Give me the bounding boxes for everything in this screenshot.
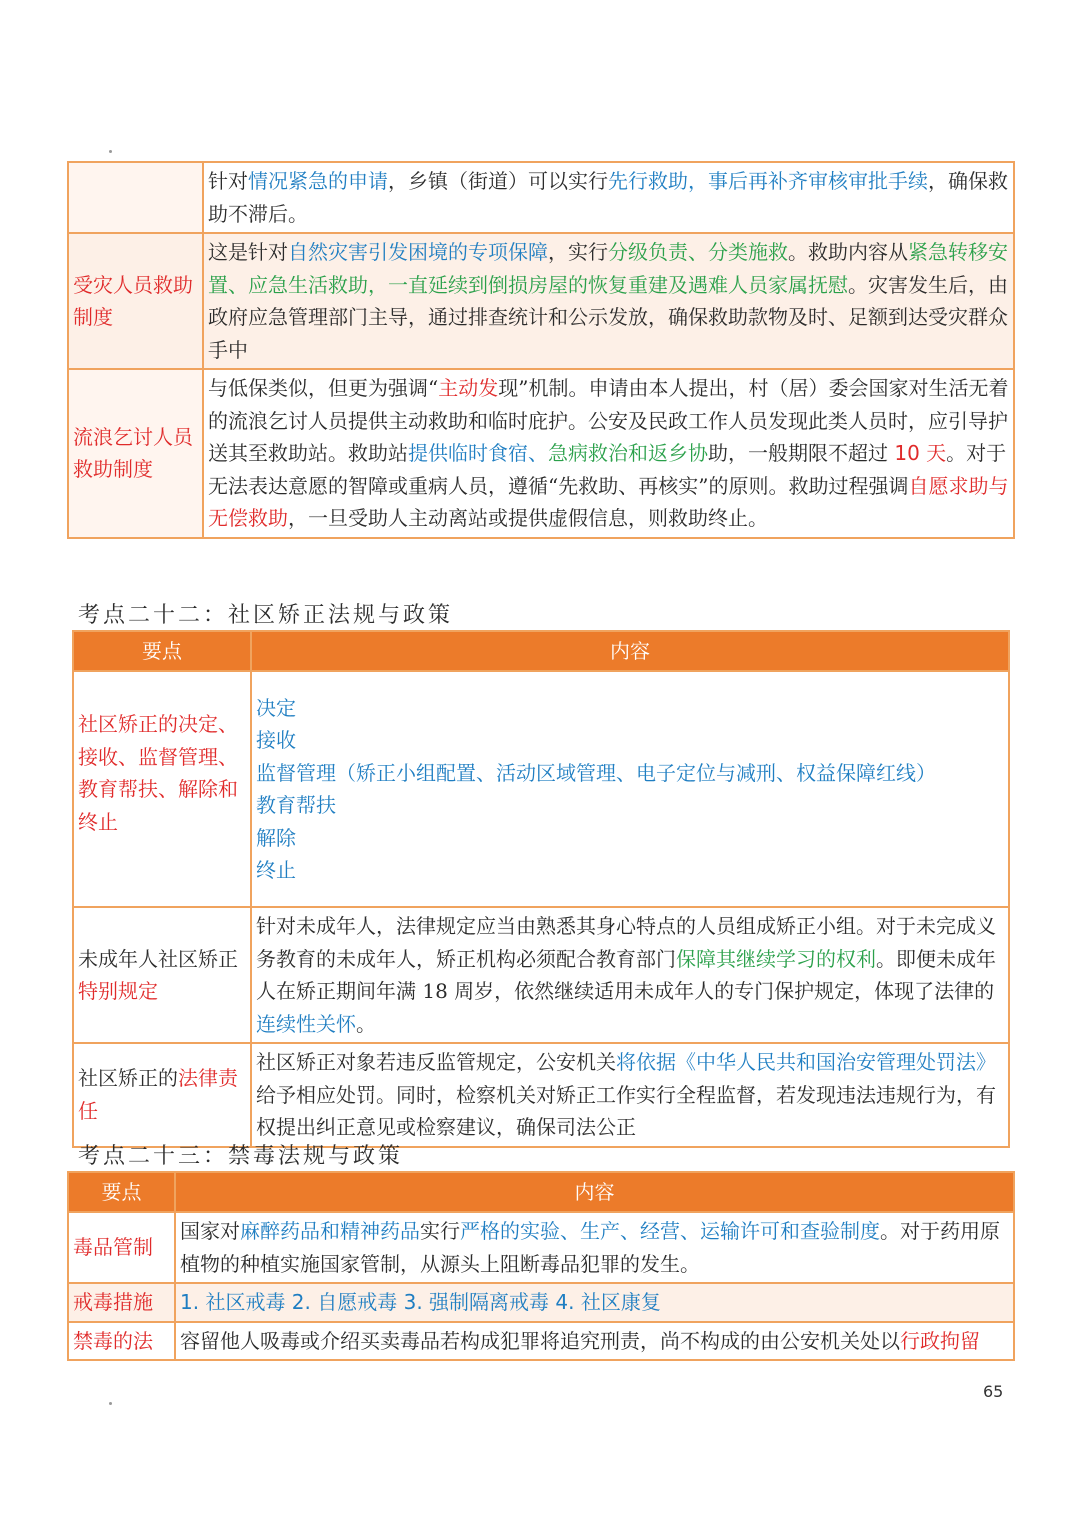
relief-table [67,161,1015,539]
header-key: 要点 [73,631,251,671]
highlighted-text: 先行救助，事后再补齐审核审批手续 [608,169,928,193]
highlighted-text: 麻醉药品和精神药品 [240,1219,420,1243]
text-segment: ，实行 [548,240,608,264]
row-content [203,162,1014,233]
highlighted-text: 情况紧急的申请 [248,169,388,193]
row-content [175,1322,1014,1361]
highlighted-text: 1. 社区戒毒 2. 自愿戒毒 3. 强制隔离戒毒 4. 社区康复 [180,1290,661,1314]
highlighted-text: 紧急转移安置、应急生活救助，一直延续到倒损房屋的恢复重建及遇难人员家属抚慰 [208,240,1008,297]
row-key-plain: 社区矫正的 [78,1066,178,1090]
row-key-highlight: 法律责任 [78,1066,238,1123]
text-segment: 实行 [420,1219,460,1243]
page-number: 65 [983,1382,1004,1401]
scan-dot-bottom [109,1402,112,1405]
highlighted-text: 10 天 [894,441,947,465]
row-content [251,1043,1009,1147]
list-item: 监督管理（矫正小组配置、活动区域管理、电子定位与减刑、权益保障红线） [256,760,936,785]
highlighted-text: 自愿求助与无偿救助 [208,473,1009,530]
text-segment: 。 [356,1011,376,1036]
header-content: 内容 [251,631,1009,671]
text-segment: 这是针对 [208,240,288,264]
row-key-plain: 未成年人社区矫正 [78,946,238,971]
text-segment: ，确保救助不滞后。 [208,169,1008,226]
table-row [68,1283,1014,1322]
row-key: 流浪乞讨人员救助制度 [68,369,203,538]
text-segment: 容留他人吸毒或介绍买卖毒品若构成犯罪将追究刑责，尚不构成的由公安机关处以 [180,1328,900,1353]
text-segment: 与低保类似，但更为强调“ [208,376,439,400]
table-row [73,671,1009,907]
highlighted-text: 行政拘留 [900,1328,980,1353]
highlighted-text: 自然灾害引发困境的专项保障 [288,240,548,264]
highlighted-text: 严格的实验、生产、经营、运输许可和查验制度 [460,1219,880,1243]
highlighted-text: 将依据《中华人民共和国治安管理处罚法》 [616,1050,996,1074]
text-segment: 。对于药用原植物的种植实施国家管制，从源头上阻断毒品犯罪的发生。 [180,1219,1000,1276]
table-header-row [68,1172,1014,1212]
table-row [68,369,1014,538]
highlighted-text: 急病救治和返乡协 [548,441,708,465]
row-content [203,369,1014,538]
row-content [203,233,1014,369]
highlighted-text: 保障其继续学习的权利 [676,946,876,971]
row-content-list [251,671,1009,907]
table-row [68,233,1014,369]
text-segment: 。即便未成年人在矫正期间年满 18 周岁，依然继续适用未成年人的专门保护规定，体现了法律的 [256,946,996,1003]
section-title-23: 考点二十三：禁毒法规与政策 [78,1144,404,1169]
list-item: 终止 [256,858,296,882]
list-item: 接收 [256,728,296,752]
row-key: 禁毒的法 [68,1322,175,1361]
highlighted-text: 提供临时食宿、 [408,441,548,465]
section-title-22: 考点二十二：社区矫正法规与政策 [78,603,454,628]
text-segment: 助，一般期限不超过 [708,441,895,465]
row-key [73,1043,251,1147]
list-item: 解除 [256,825,296,850]
text-segment: 。救助内容从 [788,240,908,264]
text-segment: 。对于无法表达意愿的智障或重病人员，遵循“先救助、再核实”的原则。救助过程强调 [208,441,1007,498]
text-segment: 国家对 [180,1219,240,1243]
table-row [68,162,1014,233]
list-item: 教育帮扶 [256,793,336,817]
table-header-row [73,631,1009,671]
text-segment: ，乡镇（街道）可以实行 [388,169,608,193]
community-correction-table [72,630,1010,1148]
row-content [175,1283,1014,1322]
table-row [68,1322,1014,1361]
scan-dot-top [109,150,112,153]
text-segment: ，一旦受助人主动离站或提供虚假信息，则救助终止。 [288,506,768,530]
table-row [73,1043,1009,1147]
table-row [73,907,1009,1043]
highlighted-text: 主动发 [438,376,499,400]
text-segment: 针对 [208,169,248,193]
row-key-highlight: 特别规定 [78,979,158,1003]
row-key: 社区矫正的决定、接收、监督管理、教育帮扶、解除和终止 [73,671,251,907]
highlighted-text: 连续性关怀 [256,1011,356,1036]
row-content [251,907,1009,1043]
text-segment: 。灾害发生后，由政府应急管理部门主导，通过排查统计和公示发放，确保救助款物及时、足额到达受灾群众手中 [208,272,1008,362]
drug-control-table [67,1171,1015,1361]
row-key [73,907,251,1043]
text-segment: 现”机制。申请由本人提出，村（居）委会国家对生活无着的流浪乞讨人员提供主动救助和临时庇护。公安及民政工作人员发现此类人员时，应引导护送其至救助站。救助站 [208,376,1009,465]
text-segment: 社区矫正对象若违反监管规定，公安机关 [256,1050,616,1074]
header-content: 内容 [175,1172,1014,1212]
row-key [68,162,203,233]
row-key: 戒毒措施 [68,1283,175,1322]
row-key: 毒品管制 [68,1212,175,1283]
table-row [68,1212,1014,1283]
text-segment: 给予相应处罚。同时，检察机关对矫正工作实行全程监督，若发现违法违规行为，有权提出纠正意见或检察建议，确保司法公正 [256,1082,996,1139]
header-key: 要点 [68,1172,175,1212]
text-segment: 针对未成年人，法律规定应当由熟悉其身心特点的人员组成矫正小组。对于未完成义务教育的未成年人，矫正机构必须配合教育部门 [256,914,996,971]
row-content [175,1212,1014,1283]
highlighted-text: 分级负责、分类施救 [608,240,788,264]
list-item: 决定 [256,695,296,720]
row-key: 受灾人员救助制度 [68,233,203,369]
